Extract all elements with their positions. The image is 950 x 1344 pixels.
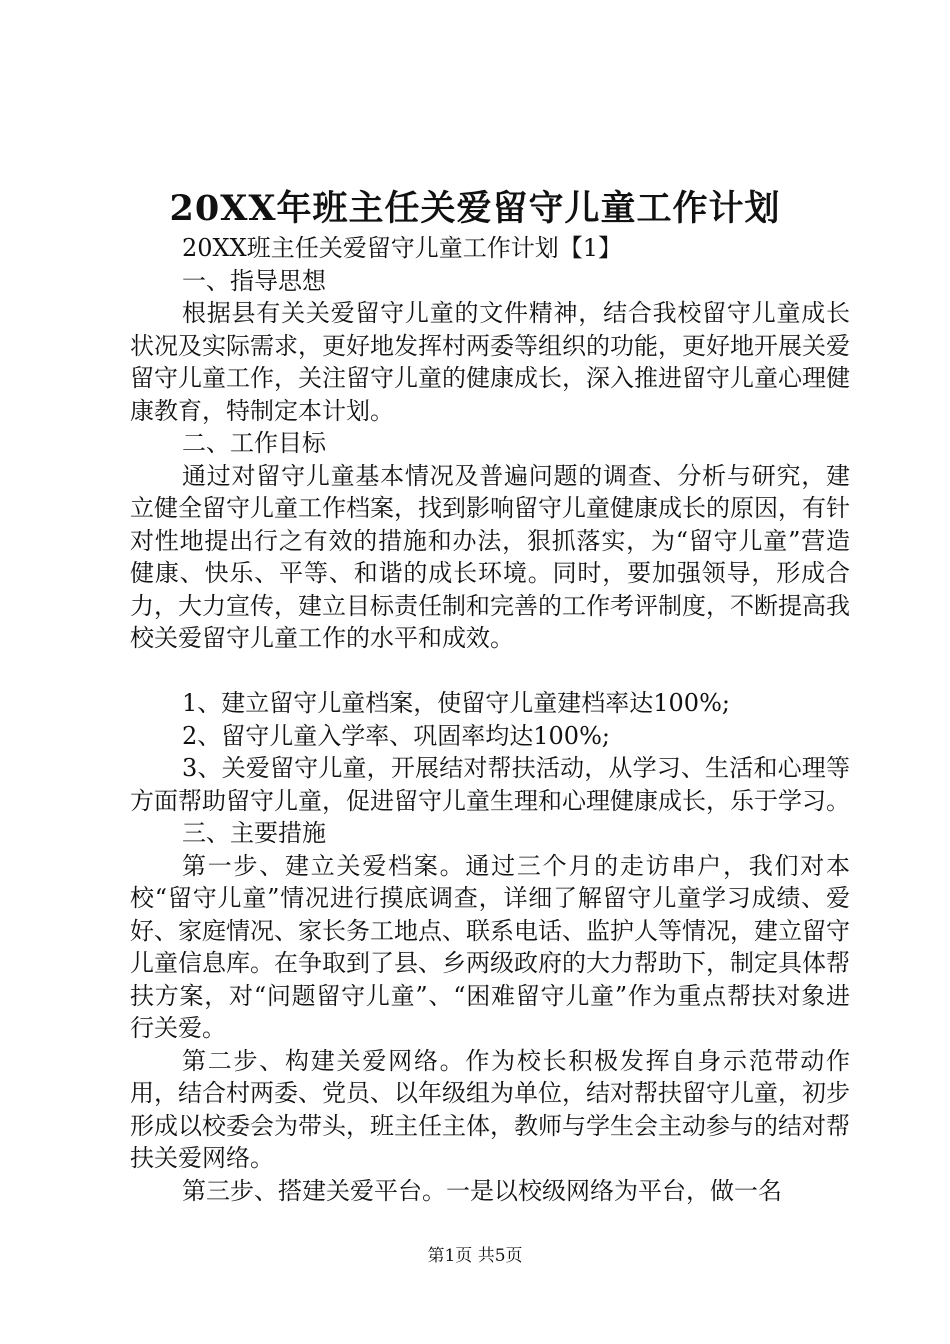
goal-item-3: 3、关爱留守儿童，开展结对帮扶活动，从学习、生活和心理等方面帮助留守儿童，促进留守儿童生理和心理健康成长，乐于学习。 xyxy=(130,754,850,815)
paragraph-heading-1: 20XX班主任关爱留守儿童工作计划【1】 xyxy=(182,234,622,262)
goal-item-1: 1、建立留守儿童档案，使留守儿童建档率达100%; xyxy=(182,689,730,717)
document-body xyxy=(130,232,850,1207)
page-footer: 第1页 共5页 xyxy=(427,1246,523,1266)
section-heading-main-measures: 三、主要措施 xyxy=(182,819,326,847)
paragraph-step-2: 第二步、构建关爱网络。作为校长积极发挥自身示范带动作用，结合村两委、党员、以年级组为单位，结对帮扶留守儿童，初步形成以校委会为带头，班主任主体，教师与学生会主动参与的结对帮扶关爱网络。 xyxy=(130,1046,850,1172)
document-title: 20XX年班主任关爱留守儿童工作计划 xyxy=(169,188,781,229)
paragraph-guiding-idea: 根据县有关关爱留守儿童的文件精神，结合我校留守儿童成长状况及实际需求，更好地发挥村两委等组织的功能，更好地开展关爱留守儿童工作，关注留守儿童的健康成长，深入推进留守儿童心理健康教育，特制定本计划。 xyxy=(130,299,850,425)
section-heading-work-goals: 二、工作目标 xyxy=(182,429,326,457)
paragraph-step-1: 第一步、建立关爱档案。通过三个月的走访串户，我们对本校“留守儿童”情况进行摸底调查，详细了解留守儿童学习成绩、爱好、家庭情况、家长务工地点、联系电话、监护人等情况，建立留守儿童信息库。在争取到了县、乡两级政府的大力帮助下，制定具体帮扶方案，对“问题留守儿童”、“困难留守儿童”作为重点帮扶对象进行关爱。 xyxy=(130,851,850,1042)
paragraph-work-goals: 通过对留守儿童基本情况及普遍问题的调查、分析与研究，建立健全留守儿童工作档案，找到影响留守儿童健康成长的原因，有针对性地提出行之有效的措施和办法，狠抓落实，为“留守儿童”营造健康、快乐、平等、和谐的成长环境。同时，要加强领导，形成合力，大力宣传，建立目标责任制和完善的工作考评制度，不断提高我校关爱留守儿童工作的水平和成效。 xyxy=(130,461,850,652)
paragraph-step-3: 第三步、搭建关爱平台。一是以校级网络为平台，做一名 xyxy=(182,1176,782,1205)
goal-item-2: 2、留守儿童入学率、巩固率均达100%; xyxy=(182,721,610,750)
blank-line xyxy=(130,655,850,688)
section-heading-guiding-idea: 一、指导思想 xyxy=(182,266,326,295)
